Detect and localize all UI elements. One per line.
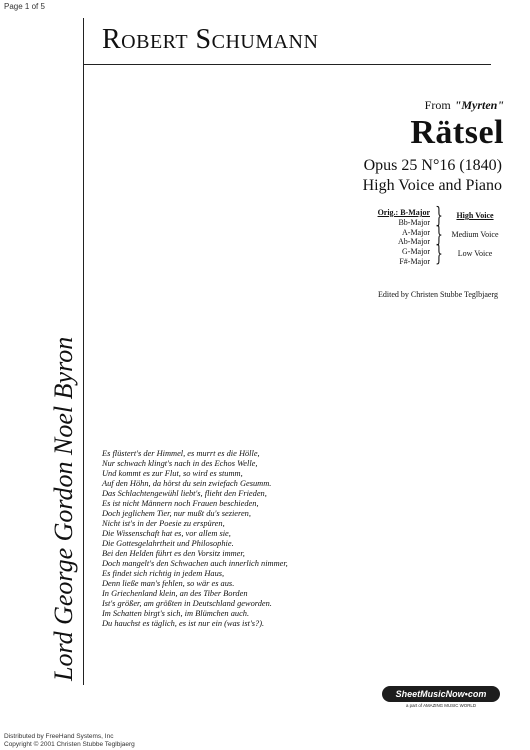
poem-line: Doch mangelt's den Schwachen auch innerlich nimmer, bbox=[102, 559, 288, 568]
poem-line: Ist's größer, am größten in Deutschland geworden. bbox=[102, 599, 272, 608]
poem-line: Das Schlachtengewühl liebt's, flieht den Frieden, bbox=[102, 489, 267, 498]
poem-line: Nicht ist's in der Poesie zu erspüren, bbox=[102, 519, 225, 528]
poem-line: In Griechenland klein, an des Tiber Borden bbox=[102, 589, 248, 598]
poem-line: Auf den Höhn, da hörst du sein zwiefach Gesumm. bbox=[102, 479, 272, 488]
high-key: Bb-Major bbox=[398, 217, 430, 227]
poem-line: Du hauchst es täglich, es ist nur ein (was ist's?). bbox=[102, 619, 265, 628]
song-title: Rätsel bbox=[410, 114, 504, 151]
poem-line: Denn ließe man's fehlen, so wär es aus. bbox=[102, 579, 235, 588]
copyright-line: Copyright © 2001 Christen Stubbe Teglbjaerg bbox=[4, 741, 135, 748]
logo-subtext: a part of AMAZING MUSIC WORLD bbox=[405, 703, 477, 708]
original-key: Orig.: B-Major bbox=[377, 208, 430, 217]
poet-name: Lord George Gordon Noel Byron bbox=[49, 336, 78, 681]
voice-low: Low Voice bbox=[457, 249, 493, 258]
poem-line: Doch jeglichem Tier, nur mußt du's sezieren, bbox=[102, 509, 251, 518]
poem-line: Nur schwach klingt's nach in des Echos Welle, bbox=[102, 459, 258, 468]
low-key-2: F#-Major bbox=[399, 256, 430, 266]
medium-key-1: A-Major bbox=[402, 227, 430, 237]
cycle-name: "Myrten" bbox=[454, 98, 504, 112]
poem-line: Und kommt es zur Flut, so wird es stumm, bbox=[102, 469, 243, 478]
voice-description: High Voice and Piano bbox=[362, 177, 502, 194]
low-key-1: G-Major bbox=[402, 247, 430, 257]
logo-text: SheetMusicNow•com bbox=[382, 686, 500, 702]
page-indicator: Page 1 of 5 bbox=[4, 2, 45, 11]
brace-high: } bbox=[435, 204, 443, 229]
distributor-line: Distributed by FreeHand Systems, Inc bbox=[4, 733, 114, 740]
vertical-rule bbox=[83, 18, 84, 685]
composer-name: Robert Schumann bbox=[102, 24, 319, 55]
brace-medium: } bbox=[435, 223, 443, 248]
medium-key-2: Ab-Major bbox=[398, 237, 430, 247]
from-line bbox=[384, 98, 504, 113]
poem-text bbox=[102, 449, 402, 629]
opus-number: Opus 25 N°16 (1840) bbox=[363, 157, 502, 174]
brace-low: } bbox=[435, 242, 443, 267]
poem-line: Die Gottesgelahrtheit und Philosophie. bbox=[102, 539, 234, 548]
horizontal-rule bbox=[83, 64, 491, 65]
key-list bbox=[358, 208, 430, 267]
voice-medium: Medium Voice bbox=[451, 230, 499, 239]
poem-line: Es flüstert's der Himmel, es murrt es die Hölle, bbox=[102, 449, 260, 458]
poem-line: Die Wissenschaft hat es, vor allem sie, bbox=[102, 529, 231, 538]
poem-line: Es findet sich richtig in jedem Haus, bbox=[102, 569, 225, 578]
poem-line: Es ist nicht Männern noch Frauen beschieden, bbox=[102, 499, 259, 508]
poem-line: Bei den Helden führt es den Vorsitz immer, bbox=[102, 549, 245, 558]
editor-credit: Edited by Christen Stubbe Teglbjaerg bbox=[377, 290, 498, 299]
from-label: From bbox=[424, 98, 451, 112]
poem-line: Im Schatten birgt's sich, im Blümchen auch. bbox=[102, 609, 250, 618]
sheetmusicnow-logo[interactable] bbox=[382, 686, 502, 712]
voice-high: High Voice bbox=[456, 211, 494, 220]
footer bbox=[4, 733, 135, 749]
